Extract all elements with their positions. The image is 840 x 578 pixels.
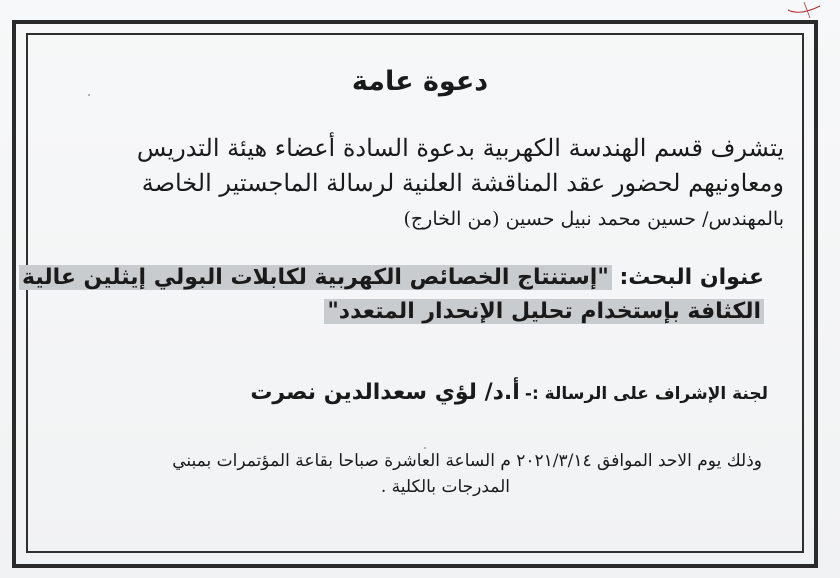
- supervision-row: [250, 380, 768, 405]
- research-title-line-2: الكثافة بإستخدام تحليل الإنحدار المتعدد": [324, 299, 764, 324]
- candidate-line: بالمهندس/ حسين محمد نبيل حسين (من الخارج): [403, 208, 784, 230]
- inner-border: [26, 33, 804, 553]
- intro-line-2: ومعاونيهم لحضور عقد المناقشة العلنية لرسالة الماجستير الخاصة: [141, 169, 784, 197]
- scan-speck: [424, 447, 426, 449]
- footer-line-1: وذلك يوم الاحد الموافق ٢٠٢١/٣/١٤ م الساعة العاشرة صباحا بقاعة المؤتمرات بمبني: [172, 451, 762, 471]
- scan-mark: [784, 0, 824, 22]
- supervisor-name: أ.د/ لؤي سعدالدين نصرت: [250, 380, 520, 405]
- footer-line-2: المدرجات بالكلية .: [380, 477, 510, 497]
- intro-line-1: يتشرف قسم الهندسة الكهربية بدعوة السادة أعضاء هيئة التدريس: [136, 134, 784, 162]
- research-title-row-2: [324, 299, 764, 324]
- research-label: عنوان البحث:: [619, 265, 764, 290]
- page-title: دعوة عامة: [351, 66, 489, 97]
- research-title-line-1: "إستنتاج الخصائص الكهربية لكابلات البولي إيثلين عالية: [19, 265, 612, 290]
- supervision-label: لجنة الإشراف على الرسالة :-: [524, 384, 768, 404]
- research-title-row-1: [19, 265, 764, 290]
